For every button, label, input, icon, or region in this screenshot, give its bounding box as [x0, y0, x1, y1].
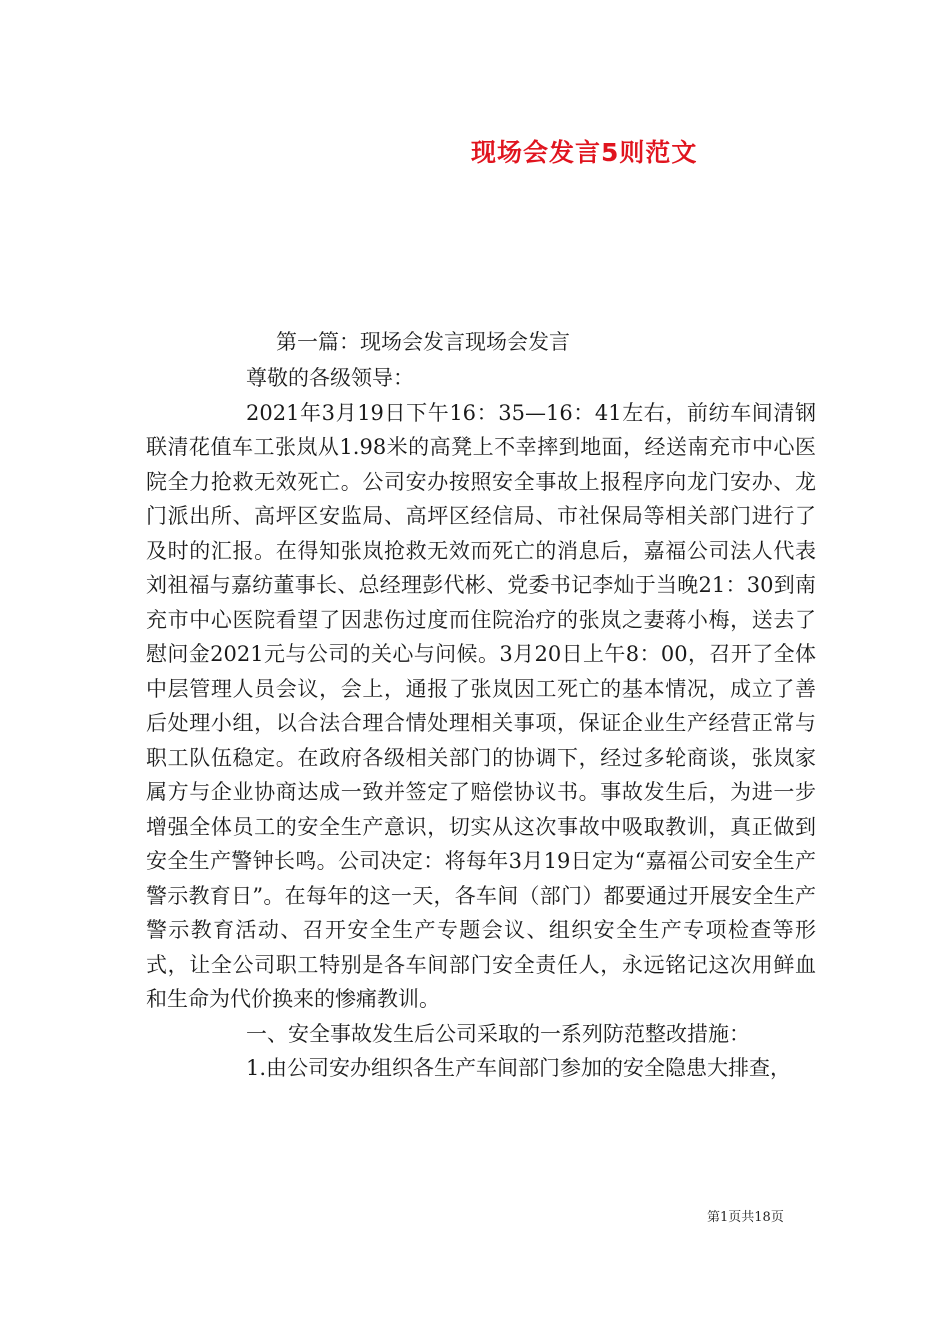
body-paragraph: 一、安全事故发生后公司采取的一系列防范整改措施： — [246, 1021, 750, 1046]
body-paragraph: 2021年3月19日下午16：35—16：41左右，前纺车间清钢联清花值车工张岚从1.98米的高凳上不幸摔到地面，经送南充市中心医院全力抢救无效死亡。公司安办按照安全事故上报程序向龙门安办、龙门派出所、高坪区安监局、高坪区经信局、市社保局等相关部门进行了及时的汇报。在得知张岚抢救无效而死亡的消息后，嘉福公司法人代表刘祖福与嘉纺董事长、总经理彭代彬、党委书记李灿于当晚21：30到南充市中心医院看望了因悲伤过度而住院治疗的张岚之妻蒋小梅，送去了慰问金2021元与公司的关心与问候。3月20日上午8：00，召开了全体中层管理人员会议，会上，通报了张岚因工死亡的基本情况，成立了善后处理小组，以合法合理合情处理相关事项，保证企业生产经营正常与职工队伍稳定。在政府各级相关部门的协调下，经过多轮商谈，张岚家属方与企业协商达成一致并签定了赔偿协议书。事故发生后，为进一步增强全体员工的安全生产意识，切实从这次事故中吸取教训，真正做到安全生产警钟长鸣。公司决定：将每年3月19日定为“嘉福公司安全生产警示教育日”。在每年的这一天，各车间（部门）都要通过开展安全生产警示教育活动、召开安全生产专题会议、组织安全生产专项检查等形式，让全公司职工特别是各车间部门安全责任人，永远铭记这次用鲜血和生命为代价换来的惨痛教训。 — [146, 400, 816, 1011]
page-number: 第1页共18页 — [707, 1210, 784, 1225]
section-heading: 第一篇：现场会发言现场会发言 — [276, 330, 570, 354]
document-title: 现场会发言5则范文 — [471, 138, 698, 167]
body-paragraph: 1.由公司安办组织各生产车间部门参加的安全隐患大排查， — [246, 1056, 792, 1080]
document-body — [146, 361, 816, 1086]
salutation: 尊敬的各级领导： — [246, 366, 414, 390]
